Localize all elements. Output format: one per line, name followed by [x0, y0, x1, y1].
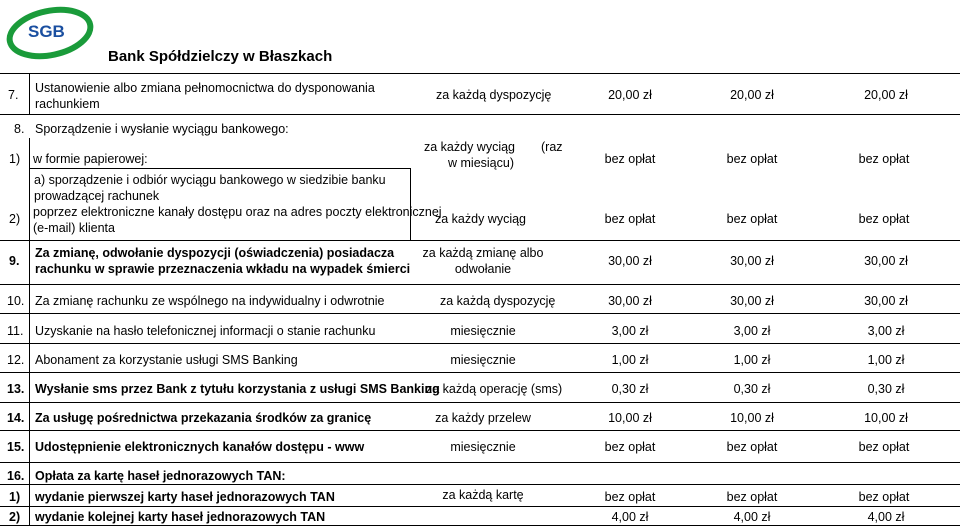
rule: [0, 284, 960, 285]
fee-value: bez opłat: [726, 152, 778, 166]
row-number: 2): [9, 510, 21, 524]
rule: [29, 73, 30, 114]
rule: [410, 168, 411, 240]
rule: [29, 138, 30, 240]
row-number: 9.: [9, 254, 20, 268]
fee-value: 30,00 zł: [608, 254, 652, 268]
row-title: poprzez elektroniczne kanały dostępu oraz na adres poczty elektronicznej: [33, 205, 442, 219]
row-title: Za usługę pośrednictwa przekazania środków za granicę: [35, 411, 372, 425]
fee-value: bez opłat: [604, 490, 656, 504]
fee-value: bez opłat: [726, 490, 778, 504]
rule: [0, 506, 960, 507]
fee-value: 10,00 zł: [730, 411, 774, 425]
row-title: rachunku w sprawie przeznaczenia wkładu na wypadek śmierci: [35, 262, 411, 276]
row-number: 1): [9, 490, 21, 504]
fee-value: 3,00 zł: [867, 324, 905, 338]
row-number: 15.: [7, 440, 25, 454]
rule: [0, 343, 960, 344]
row-number: 16.: [7, 469, 25, 483]
row-title: Za zmianę, odwołanie dyspozycji (oświadczenia) posiadacza: [35, 246, 395, 260]
row-title: Sporządzenie i wysłanie wyciągu bankowego:: [35, 122, 289, 136]
fee-value: bez opłat: [726, 212, 778, 226]
fee-value: bez opłat: [858, 152, 910, 166]
row-title: Wysłanie sms przez Bank z tytułu korzystania z usługi SMS Banking: [35, 382, 440, 396]
row-number: 12.: [7, 353, 25, 367]
rule: [0, 484, 960, 485]
row-number: 8.: [14, 122, 25, 136]
row-frequency: miesięcznie: [450, 324, 516, 338]
row-number: 14.: [7, 411, 25, 425]
fee-value: bez opłat: [604, 440, 656, 454]
row-frequency: za każdą dyspozycję: [436, 88, 552, 102]
row-frequency-note: (raz: [541, 140, 563, 154]
rule: [0, 462, 960, 463]
fee-value: 4,00 zł: [733, 510, 771, 524]
bank-name: Bank Spółdzielczy w Błaszkach: [108, 48, 333, 65]
fee-value: bez opłat: [726, 440, 778, 454]
row-frequency: odwołanie: [454, 262, 512, 276]
fee-value: bez opłat: [858, 212, 910, 226]
row-title: Ustanowienie albo zmiana pełnomocnictwa do dysponowania rachunkiem: [35, 81, 375, 111]
logo-text: SGB: [28, 22, 65, 41]
fee-value: 1,00 zł: [733, 353, 771, 367]
fee-value: 10,00 zł: [864, 411, 908, 425]
rule: [0, 525, 960, 526]
fee-value: bez opłat: [858, 440, 910, 454]
row-frequency: za każdą dyspozycję: [440, 294, 556, 308]
fee-value: 0,30 zł: [611, 382, 649, 396]
fee-value: 3,00 zł: [733, 324, 771, 338]
row-frequency: za każdą zmianę albo: [422, 246, 544, 260]
row-number: 11.: [7, 324, 24, 338]
row-number: 13.: [7, 382, 25, 396]
row-number: 2): [9, 212, 21, 226]
row-title: Udostępnienie elektronicznych kanałów dostępu - www: [35, 440, 365, 454]
row-title: Opłata za kartę haseł jednorazowych TAN:: [35, 469, 286, 483]
rule: [29, 240, 30, 284]
fee-value: bez opłat: [604, 152, 656, 166]
row-title: Uzyskanie na hasło telefonicznej informacji o stanie rachunku: [35, 324, 376, 338]
fee-value: 0,30 zł: [733, 382, 771, 396]
rule: [0, 73, 960, 74]
row-frequency: miesięcznie: [450, 353, 516, 367]
fee-value: 30,00 zł: [864, 294, 908, 308]
fee-value: 30,00 zł: [864, 254, 908, 268]
fee-value: 30,00 zł: [730, 294, 774, 308]
fee-value: 3,00 zł: [611, 324, 649, 338]
rule: [0, 313, 960, 314]
row-frequency: miesięcznie: [450, 440, 516, 454]
fee-value: bez opłat: [858, 490, 910, 504]
rule: [0, 372, 960, 373]
row-frequency: za każdą operację (sms): [426, 382, 563, 396]
rule: [29, 284, 30, 526]
fee-value: bez opłat: [604, 212, 656, 226]
fee-value: 30,00 zł: [730, 254, 774, 268]
rule: [0, 430, 960, 431]
logo: [6, 6, 96, 60]
row-frequency: za każdy wyciąg: [435, 212, 527, 226]
fee-value: 0,30 zł: [867, 382, 905, 396]
row-title: wydanie pierwszej karty haseł jednorazowych TAN: [35, 490, 335, 504]
rule: [0, 114, 960, 115]
row-frequency: za każdą kartę: [442, 488, 524, 502]
fee-value: 1,00 zł: [611, 353, 649, 367]
row-number: 1): [9, 152, 21, 166]
row-title: wydanie kolejnej karty haseł jednorazowych TAN: [35, 510, 326, 524]
rule: [0, 402, 960, 403]
row-frequency: w miesiącu): [448, 156, 514, 170]
rule: [30, 168, 410, 169]
row-title: a) sporządzenie i odbiór wyciągu bankowego w siedzibie banku prowadzącej rachunek: [34, 173, 386, 203]
fee-value: 1,00 zł: [867, 353, 905, 367]
row-title: Za zmianę rachunku ze wspólnego na indywidualny i odwrotnie: [35, 294, 385, 308]
row-frequency: za każdy wyciąg: [424, 140, 516, 154]
row-frequency: za każdy przelew: [435, 411, 531, 425]
rule: [0, 240, 960, 241]
row-title: w formie papierowej:: [33, 152, 148, 166]
fee-value: 20,00 zł: [730, 88, 774, 102]
row-number: 7.: [8, 88, 19, 102]
row-title: Abonament za korzystanie usługi SMS Banking: [35, 353, 298, 367]
fee-value: 30,00 zł: [608, 294, 652, 308]
fee-value: 10,00 zł: [608, 411, 652, 425]
row-number: 10.: [7, 294, 25, 308]
fee-value: 20,00 zł: [608, 88, 652, 102]
fee-value: 4,00 zł: [611, 510, 649, 524]
fee-value: 4,00 zł: [867, 510, 905, 524]
fee-value: 20,00 zł: [864, 88, 908, 102]
row-title: (e-mail) klienta: [33, 221, 115, 235]
